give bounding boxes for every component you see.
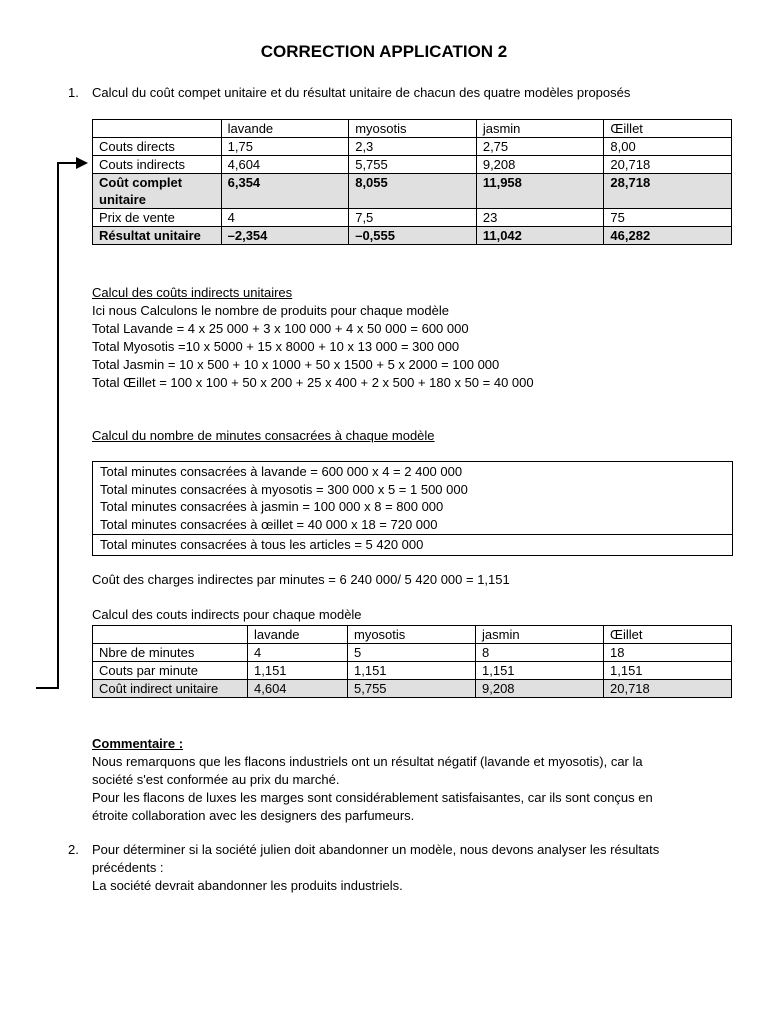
- table-cell: 4: [248, 644, 348, 662]
- table-cell: 1,151: [348, 662, 476, 680]
- minutes-line: Total minutes consacrées à lavande = 600 000 x 4 = 2 400 000: [100, 464, 463, 479]
- table-cell: 1,151: [248, 662, 348, 680]
- minutes-heading: [92, 427, 742, 445]
- table-cell: 1,151: [604, 662, 732, 680]
- table-cell: 4,604: [248, 680, 348, 698]
- table-cell: 75: [604, 209, 732, 227]
- table-row-highlight: [93, 680, 732, 698]
- section-heading: Calcul des coûts indirects unitaires: [92, 285, 293, 300]
- table-header-cell: [93, 626, 248, 644]
- minutes-line: Total minutes consacrées à œillet = 40 000 x 18 = 720 000: [100, 516, 438, 532]
- table-cell: 28,718: [604, 174, 732, 209]
- table-cell: 1,151: [476, 662, 604, 680]
- row-label: Nbre de minutes: [93, 644, 248, 662]
- minutes-line: Total minutes consacrées à myosotis = 300 000 x 5 = 1 500 000: [100, 481, 468, 497]
- table-cell: 7,5: [349, 209, 477, 227]
- row-label: Coût complet unitaire: [93, 174, 222, 209]
- page-title: CORRECTION APPLICATION 2: [260, 42, 508, 61]
- table-header-cell: jasmin: [476, 120, 604, 138]
- commentaire-line: Pour les flacons de luxes les marges sont considérablement satisfaisantes, car ils sont conçus en: [92, 790, 653, 805]
- calc-line: Ici nous Calculons le nombre de produits pour chaque modèle: [92, 303, 449, 318]
- calc-line: Total Lavande = 4 x 25 000 + 3 x 100 000 + 4 x 50 000 = 600 000: [92, 321, 469, 336]
- table-cell: 8,055: [349, 174, 477, 209]
- table-cell: 46,282: [604, 227, 732, 245]
- table-cell: 5,755: [349, 156, 477, 174]
- commentaire-line: étroite collaboration avec les designers des parfumeurs.: [92, 808, 415, 823]
- minutes-box: [92, 461, 733, 556]
- arrow-head-icon: [76, 157, 90, 169]
- question-1-number: 1.: [68, 85, 79, 100]
- table-header-cell: [93, 120, 222, 138]
- calc-section: [92, 284, 742, 392]
- question-1-text: Calcul du coût compet unitaire et du résultat unitaire de chacun des quatre modèles proposés: [92, 85, 631, 100]
- table-cell: 8: [476, 644, 604, 662]
- table-cell: –2,354: [221, 227, 349, 245]
- question-2-line: Pour déterminer si la société julien doit abandonner un modèle, nous devons analyser les résultats: [92, 842, 660, 857]
- table-cell: 11,958: [476, 174, 604, 209]
- section-heading: Calcul du nombre de minutes consacrées à chaque modèle: [92, 428, 435, 443]
- table-cell: 2,3: [349, 138, 477, 156]
- table-cell: 23: [476, 209, 604, 227]
- table-cell: 18: [604, 644, 732, 662]
- table-row: [93, 138, 732, 156]
- table-row: [93, 156, 732, 174]
- minutes-total: Total minutes consacrées à tous les articles = 5 420 000: [93, 534, 732, 555]
- row-label: Couts par minute: [93, 662, 248, 680]
- table-cell: 9,208: [476, 156, 604, 174]
- table2-caption: Calcul des couts indirects pour chaque modèle: [92, 607, 362, 622]
- row-label: Résultat unitaire: [93, 227, 222, 245]
- table-cell: 9,208: [476, 680, 604, 698]
- cost-per-minute: Coût des charges indirectes par minutes = 6 240 000/ 5 420 000 = 1,151: [92, 572, 510, 587]
- table-cell: 5: [348, 644, 476, 662]
- table-row: [93, 209, 732, 227]
- results-table: [92, 119, 732, 245]
- connector-line-vertical: [57, 162, 59, 689]
- table-header-cell: jasmin: [476, 626, 604, 644]
- connector-line-bottom: [36, 687, 58, 689]
- commentaire-heading: Commentaire :: [92, 736, 184, 751]
- question-2-line: La société devrait abandonner les produits industriels.: [92, 878, 403, 893]
- calc-line: Total Jasmin = 10 x 500 + 10 x 1000 + 50 x 1500 + 5 x 2000 = 100 000: [92, 357, 500, 372]
- table-row: [93, 644, 732, 662]
- table-header-cell: lavande: [248, 626, 348, 644]
- table-cell: 20,718: [604, 156, 732, 174]
- table-cell: 11,042: [476, 227, 604, 245]
- table-cell: 2,75: [476, 138, 604, 156]
- table-row: [93, 662, 732, 680]
- calc-line: Total Myosotis =10 x 5000 + 15 x 8000 + 10 x 13 000 = 300 000: [92, 339, 460, 354]
- table-header-row: [93, 120, 732, 138]
- table-cell: 1,75: [221, 138, 349, 156]
- table-cell: 4: [221, 209, 349, 227]
- table-header-row: [93, 626, 732, 644]
- question-2-line: précédents :: [92, 860, 164, 875]
- table-header-cell: myosotis: [348, 626, 476, 644]
- table-header-cell: Œillet: [604, 626, 732, 644]
- table-header-cell: Œillet: [604, 120, 732, 138]
- question-2-text: [92, 841, 732, 895]
- row-label: Prix de vente: [93, 209, 222, 227]
- table-header-cell: myosotis: [349, 120, 477, 138]
- commentaire-section: [92, 735, 742, 825]
- table-cell: 8,00: [604, 138, 732, 156]
- table-cell: 4,604: [221, 156, 349, 174]
- minutes-line: Total minutes consacrées à jasmin = 100 000 x 8 = 800 000: [100, 499, 444, 514]
- table-cell: 6,354: [221, 174, 349, 209]
- table-row-highlight: [93, 174, 732, 209]
- table-cell: 20,718: [604, 680, 732, 698]
- row-label: Coût indirect unitaire: [93, 680, 248, 698]
- indirect-costs-table: [92, 625, 732, 698]
- row-label: Couts directs: [93, 138, 222, 156]
- commentaire-line: Nous remarquons que les flacons industriels ont un résultat négatif (lavande et myosotis), car la: [92, 754, 643, 769]
- table-cell: –0,555: [349, 227, 477, 245]
- table-row-highlight: [93, 227, 732, 245]
- calc-line: Total Œillet = 100 x 100 + 50 x 200 + 25 x 400 + 2 x 500 + 180 x 50 = 40 000: [92, 375, 534, 390]
- table-header-cell: lavande: [221, 120, 349, 138]
- commentaire-line: société s'est conformée au prix du marché.: [92, 772, 340, 787]
- question-2-number: 2.: [68, 842, 79, 857]
- row-label: Couts indirects: [93, 156, 222, 174]
- table-cell: 5,755: [348, 680, 476, 698]
- minutes-lines: [93, 462, 732, 534]
